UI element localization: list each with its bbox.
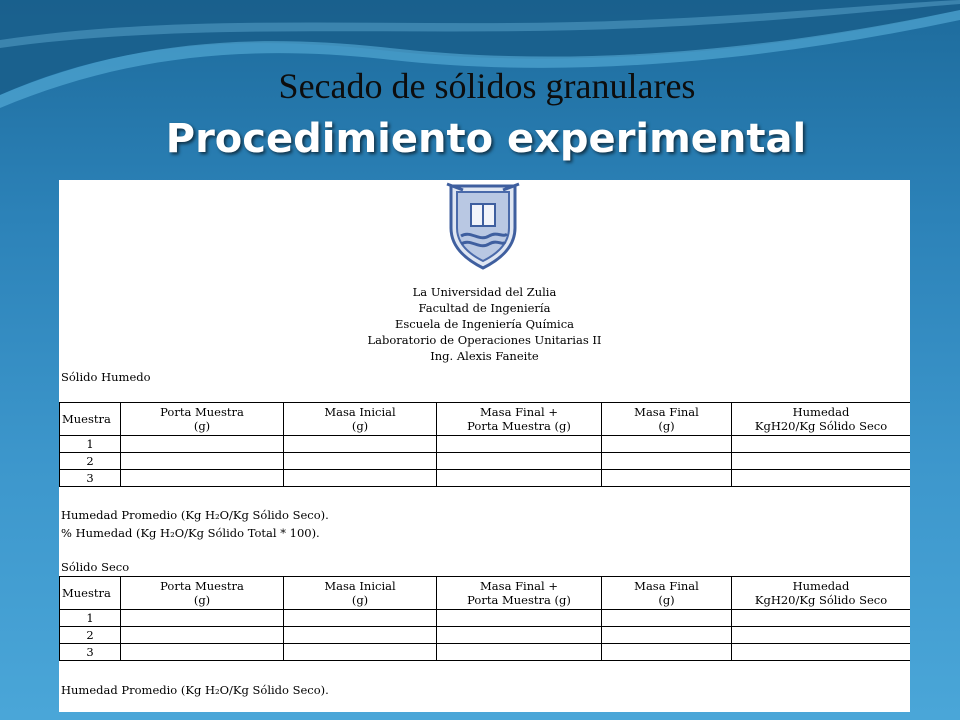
- cell-input[interactable]: [121, 453, 284, 470]
- cell-input[interactable]: [437, 436, 602, 453]
- col-muestra: Muestra: [60, 403, 121, 436]
- col-porta-muestra: Porta Muestra (g): [121, 577, 284, 610]
- cell-input[interactable]: [437, 453, 602, 470]
- cell-input[interactable]: [732, 627, 911, 644]
- cell-input[interactable]: [284, 627, 437, 644]
- col-masa-inicial: Masa Inicial (g): [284, 577, 437, 610]
- col-masa-final-porta: Masa Final + Porta Muestra (g): [437, 403, 602, 436]
- header-school: Escuela de Ingeniería Química: [394, 317, 575, 331]
- header-faculty: Facultad de Ingeniería: [418, 301, 551, 315]
- cell-input[interactable]: [284, 644, 437, 661]
- row-number: 2: [60, 627, 121, 644]
- col-humedad: Humedad KgH20/Kg Sólido Seco: [732, 577, 911, 610]
- table-solido-seco: [59, 576, 910, 661]
- cell-input[interactable]: [437, 644, 602, 661]
- cell-input[interactable]: [284, 610, 437, 627]
- table-row: [60, 453, 911, 470]
- table-row: [60, 627, 911, 644]
- note-humedad-promedio: Humedad Promedio (Kg H₂O/Kg Sólido Seco).: [61, 508, 329, 522]
- cell-input[interactable]: [437, 470, 602, 487]
- cell-input[interactable]: [284, 470, 437, 487]
- note-humedad-promedio-seco: Humedad Promedio (Kg H₂O/Kg Sólido Seco).: [61, 683, 329, 697]
- col-masa-inicial: Masa Inicial (g): [284, 403, 437, 436]
- document-header: [59, 284, 910, 364]
- cell-input[interactable]: [602, 627, 732, 644]
- cell-input[interactable]: [437, 610, 602, 627]
- cell-input[interactable]: [602, 453, 732, 470]
- university-crest-icon: [443, 180, 523, 270]
- col-muestra: Muestra: [60, 577, 121, 610]
- col-masa-final: Masa Final (g): [602, 577, 732, 610]
- row-number: 3: [60, 470, 121, 487]
- note-porcentaje-humedad: % Humedad (Kg H₂O/Kg Sólido Total * 100).: [61, 526, 320, 540]
- cell-input[interactable]: [121, 436, 284, 453]
- cell-input[interactable]: [121, 627, 284, 644]
- section-label-solido-seco: Sólido Seco: [61, 560, 130, 574]
- cell-input[interactable]: [732, 436, 911, 453]
- cell-input[interactable]: [732, 644, 911, 661]
- row-number: 1: [60, 610, 121, 627]
- cell-input[interactable]: [602, 644, 732, 661]
- table-row: [60, 644, 911, 661]
- row-number: 2: [60, 453, 121, 470]
- cell-input[interactable]: [437, 627, 602, 644]
- col-masa-final: Masa Final (g): [602, 403, 732, 436]
- cell-input[interactable]: [602, 436, 732, 453]
- row-number: 3: [60, 644, 121, 661]
- cell-input[interactable]: [602, 470, 732, 487]
- cell-input[interactable]: [732, 453, 911, 470]
- cell-input[interactable]: [284, 453, 437, 470]
- row-number: 1: [60, 436, 121, 453]
- table-row: [60, 436, 911, 453]
- header-university: La Universidad del Zulia: [412, 285, 557, 299]
- slide-subtitle: Procedimiento experimental: [165, 116, 807, 162]
- header-laboratory: Laboratorio de Operaciones Unitarias II: [367, 333, 602, 347]
- col-masa-final-porta: Masa Final + Porta Muestra (g): [437, 577, 602, 610]
- table-row: [60, 610, 911, 627]
- table-solido-humedo: [59, 402, 910, 487]
- section-label-solido-humedo: Sólido Humedo: [61, 370, 151, 384]
- table-header-row: [60, 403, 911, 436]
- col-porta-muestra: Porta Muestra (g): [121, 403, 284, 436]
- cell-input[interactable]: [602, 610, 732, 627]
- cell-input[interactable]: [121, 644, 284, 661]
- col-humedad: Humedad KgH20/Kg Sólido Seco: [732, 403, 911, 436]
- cell-input[interactable]: [284, 436, 437, 453]
- cell-input[interactable]: [732, 470, 911, 487]
- header-instructor: Ing. Alexis Faneite: [430, 349, 539, 363]
- cell-input[interactable]: [121, 610, 284, 627]
- cell-input[interactable]: [732, 610, 911, 627]
- slide-title: Secado de sólidos granulares: [278, 66, 696, 106]
- table-row: [60, 470, 911, 487]
- cell-input[interactable]: [121, 470, 284, 487]
- lab-form-document: [59, 180, 910, 712]
- table-header-row: [60, 577, 911, 610]
